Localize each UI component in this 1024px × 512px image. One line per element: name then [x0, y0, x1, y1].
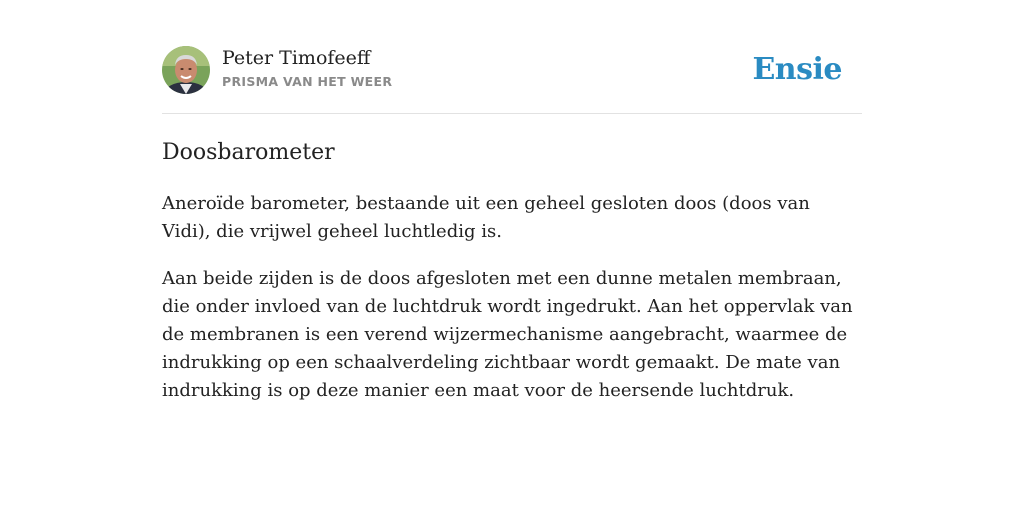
article-title: Doosbarometer — [162, 140, 335, 165]
article-body — [162, 190, 862, 424]
header-divider — [162, 113, 862, 114]
brand-logo[interactable]: Ensie — [752, 52, 842, 87]
avatar[interactable] — [162, 46, 210, 94]
source-name[interactable]: PRISMA VAN HET WEER — [222, 74, 393, 89]
article-paragraph: Aneroïde barometer, bestaande uit een geheel gesloten doos (doos van Vidi), die vrijwel geheel luchtledig is. — [162, 193, 810, 242]
author-name[interactable]: Peter Timofeeff — [222, 47, 371, 69]
avatar-image — [162, 46, 210, 94]
author-header — [162, 46, 862, 96]
article-paragraph: Aan beide zijden is de doos afgesloten met een dunne metalen membraan, die onder invloed van de luchtdruk wordt ingedrukt. Aan het oppervlak van de membranen is een verend wijzermechanisme aangebracht, waarmee de indrukking op een schaalverdeling zichtbaar wordt gemaakt. De mate van indrukking is op deze manier een maat voor de heersende luchtdruk. — [162, 268, 853, 401]
